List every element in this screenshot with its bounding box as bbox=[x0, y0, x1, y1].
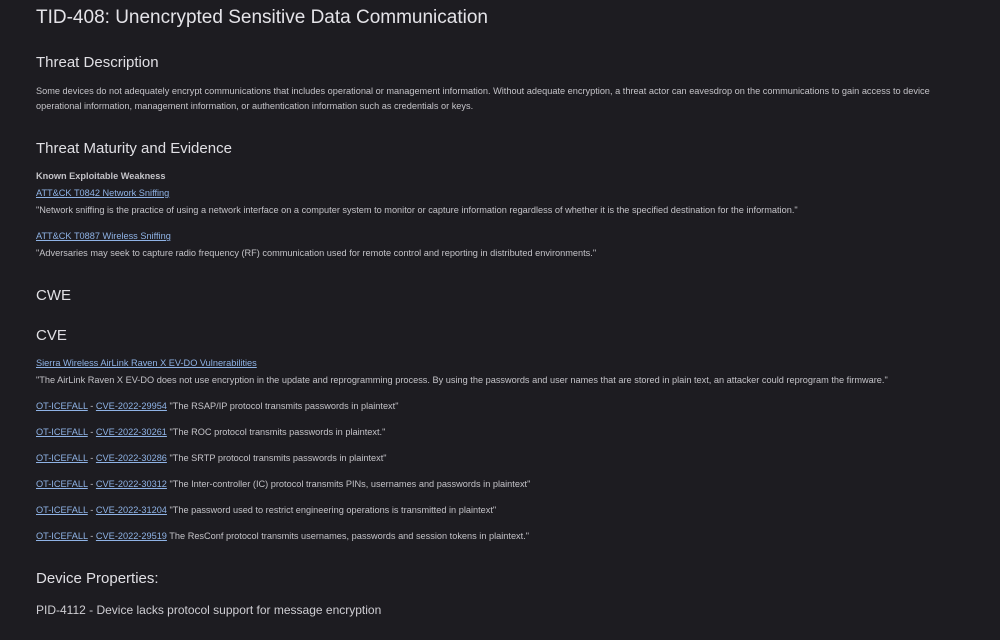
separator: - bbox=[87, 505, 96, 515]
attack-t0887-link[interactable]: ATT&CK T0887 Wireless Sniffing bbox=[36, 231, 171, 241]
attack-t0887-quote: "Adversaries may seek to capture radio frequency (RF) communication used for remote control and reporting in distributed environments." bbox=[36, 248, 597, 258]
cve-entry bbox=[36, 531, 529, 541]
ot-icefall-link[interactable]: OT-ICEFALL bbox=[36, 427, 88, 437]
cve-quote: The ResConf protocol transmits usernames, passwords and session tokens in plaintext." bbox=[166, 531, 530, 541]
threat-description-text: Some devices do not adequately encrypt communications that includes operational or management information. Without adequate encryption, a threat actor can eavesdrop on the communications to gain access to device operational information, management information, or authentication information such as credentials or keys. bbox=[36, 86, 930, 111]
separator: - bbox=[87, 479, 96, 489]
sierra-wireless-link[interactable]: Sierra Wireless AirLink Raven X EV-DO Vulnerabilities bbox=[36, 358, 257, 368]
separator: - bbox=[87, 453, 96, 463]
cve-entry bbox=[36, 427, 385, 437]
cve-quote: "The password used to restrict engineering operations is transmitted in plaintext" bbox=[166, 505, 497, 515]
device-property-item: PID-4112 - Device lacks protocol support for message encryption bbox=[36, 603, 382, 617]
cve-link[interactable]: CVE-2022-31204 bbox=[95, 505, 167, 515]
cve-heading: CVE bbox=[36, 327, 67, 344]
cve-main-item bbox=[36, 358, 257, 368]
page-title: TID-408: Unencrypted Sensitive Data Communication bbox=[36, 7, 488, 28]
maturity-item bbox=[36, 188, 169, 198]
sierra-wireless-quote: "The AirLink Raven X EV-DO does not use encryption in the update and reprogramming process. By using the passwords and user names that are stored in plain text, an attacker could reprogram the firmware." bbox=[36, 375, 888, 385]
attack-t0842-link[interactable]: ATT&CK T0842 Network Sniffing bbox=[36, 188, 170, 198]
cve-entry bbox=[36, 479, 530, 489]
cve-quote: "The Inter-controller (IC) protocol transmits PINs, usernames and passwords in plaintext" bbox=[166, 479, 531, 489]
cve-quote: "The RSAP/IP protocol transmits passwords in plaintext" bbox=[166, 401, 399, 411]
maturity-item bbox=[36, 231, 171, 241]
ot-icefall-link[interactable]: OT-ICEFALL bbox=[36, 505, 88, 515]
ot-icefall-link[interactable]: OT-ICEFALL bbox=[36, 453, 88, 463]
ot-icefall-link[interactable]: OT-ICEFALL bbox=[36, 531, 88, 541]
separator: - bbox=[87, 531, 96, 541]
attack-t0842-quote: "Network sniffing is the practice of using a network interface on a computer system to monitor or capture information regardless of whether it is the specified destination for the information." bbox=[36, 205, 798, 215]
cve-entry bbox=[36, 453, 387, 463]
separator: - bbox=[87, 401, 96, 411]
cve-quote: "The ROC protocol transmits passwords in plaintext." bbox=[166, 427, 386, 437]
cwe-heading: CWE bbox=[36, 287, 71, 304]
separator: - bbox=[87, 427, 96, 437]
threat-description-heading: Threat Description bbox=[36, 54, 159, 71]
cve-link[interactable]: CVE-2022-29519 bbox=[95, 531, 167, 541]
device-properties-heading: Device Properties: bbox=[36, 570, 159, 587]
cve-link[interactable]: CVE-2022-29954 bbox=[95, 401, 167, 411]
cve-quote: "The SRTP protocol transmits passwords in plaintext" bbox=[166, 453, 387, 463]
threat-maturity-heading: Threat Maturity and Evidence bbox=[36, 140, 232, 157]
cve-link[interactable]: CVE-2022-30261 bbox=[95, 427, 167, 437]
ot-icefall-link[interactable]: OT-ICEFALL bbox=[36, 479, 88, 489]
known-exploitable-weakness-label: Known Exploitable Weakness bbox=[36, 171, 166, 181]
cve-link[interactable]: CVE-2022-30312 bbox=[95, 479, 167, 489]
cve-entry bbox=[36, 401, 398, 411]
ot-icefall-link[interactable]: OT-ICEFALL bbox=[36, 401, 88, 411]
cve-link[interactable]: CVE-2022-30286 bbox=[95, 453, 167, 463]
cve-entry bbox=[36, 505, 496, 515]
